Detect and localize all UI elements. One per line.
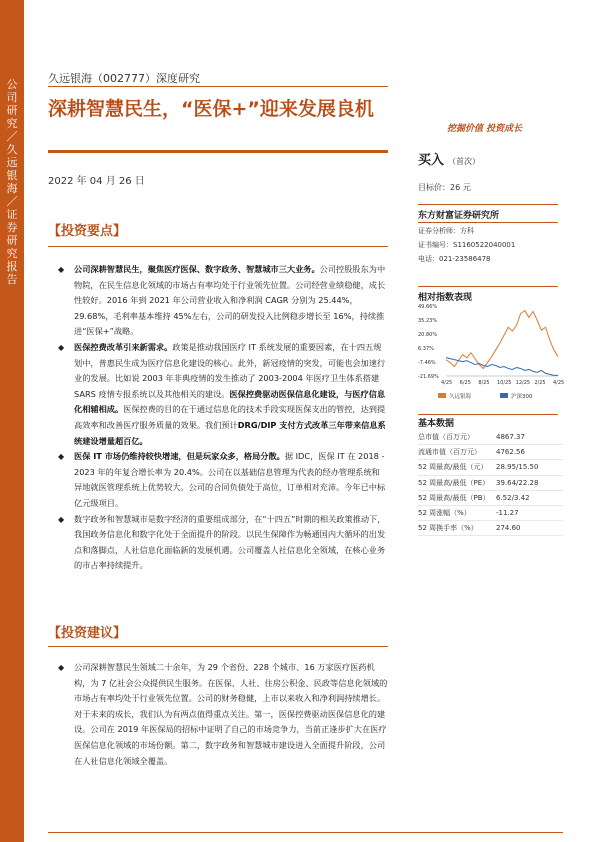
sidebar-text: 公司研究／久远银海／证券研究报告	[6, 78, 18, 286]
suggestion-block	[58, 660, 388, 769]
invest-points-title: 【投资要点】	[48, 224, 127, 239]
table-row	[418, 491, 563, 506]
target-price: 目标价：26 元	[418, 183, 471, 192]
divider	[418, 222, 558, 223]
bullet-heading: 医保控费改革引来新需求。	[74, 341, 173, 352]
legend-swatch	[438, 393, 446, 398]
row-value: 274.60	[496, 524, 521, 533]
analyst-info	[418, 224, 515, 266]
divider	[48, 150, 388, 153]
report-date: 2022 年 04 月 26 日	[48, 176, 145, 187]
table-row	[418, 521, 563, 536]
y-tick-label: -21.69%	[418, 374, 439, 380]
report-header: 久远银海（002777）深度研究	[48, 72, 200, 85]
diamond-icon: ◆	[58, 265, 65, 274]
cert-number: 证书编号：S1160522040001	[418, 241, 516, 249]
list-item	[58, 660, 388, 769]
row-label: 总市值（百万元）	[418, 433, 474, 442]
diamond-icon: ◆	[58, 514, 65, 524]
list-item	[58, 262, 388, 340]
row-label: 52 周涨幅（%）	[418, 509, 471, 518]
divider	[48, 246, 388, 247]
series-line	[446, 311, 558, 369]
row-label: 52 周最高/最低（PB）	[418, 493, 490, 502]
y-tick-label: 49.66%	[418, 304, 438, 310]
x-tick-label: 2/25	[534, 380, 546, 386]
suggestion-title: 【投资建议】	[48, 626, 127, 641]
x-tick-label: 12/25	[515, 380, 531, 386]
basic-data-table	[418, 430, 563, 536]
page-title: 深耕智慧民生，“医保+”迎来发展良机	[48, 98, 374, 120]
list-item	[58, 449, 388, 511]
table-row	[418, 430, 563, 445]
row-value: 39.64/22.28	[496, 478, 539, 487]
chart-svg	[418, 300, 563, 410]
y-tick-label: 35.23%	[418, 318, 438, 324]
table-row	[418, 506, 563, 521]
row-label: 52 周换手率（%）	[418, 524, 478, 533]
institute-name: 东方财富证券研究所	[418, 211, 500, 221]
list-item	[58, 512, 388, 574]
chart-section-title: 相对指数表现	[418, 293, 473, 303]
y-tick-label: -7.46%	[418, 360, 436, 366]
bullet-heading: DRG/DIP 支付方式改革三年带来信息系统建设增量超百亿。	[74, 419, 386, 446]
phone: 电话：021-23586478	[418, 255, 491, 263]
divider	[48, 86, 388, 87]
y-tick-label: 20.80%	[418, 332, 438, 338]
rating-label: 买入	[418, 153, 445, 168]
bullet-heading: 医保控费驱动医保信息化建设，与医疗信息化相辅相成。	[74, 388, 386, 415]
legend-swatch	[500, 393, 508, 398]
rating-badge	[418, 149, 480, 168]
y-tick-label: 6.37%	[418, 346, 434, 352]
bullet-heading: 医保 IT 市场仍维持较快增速，但是玩家众多，格局分散。	[74, 451, 285, 462]
bullet-heading: 公司深耕智慧民生，聚焦医疗医保、数字政务、智慧城市三大业务。	[74, 264, 320, 274]
legend-label: 久远银海	[449, 394, 472, 400]
divider	[418, 286, 558, 287]
row-value: 6.52/3.42	[496, 493, 530, 502]
table-row	[418, 445, 563, 460]
x-tick-label: 4/25	[441, 380, 453, 386]
bullet-text: 医保控费的目的在于通过信息化的技术手段实现医保支出的管控，达到提高效率和改善医疗服务质量的效果。我们预计	[74, 404, 386, 430]
x-tick-label: 4/25	[553, 380, 565, 386]
rating-note: （首次）	[448, 157, 481, 166]
row-label: 52 周最高/最低（元）	[418, 463, 488, 472]
x-tick-label: 8/25	[478, 380, 490, 386]
diamond-icon: ◆	[58, 663, 65, 672]
x-tick-label: 6/25	[459, 380, 471, 386]
bullet-text: 据 IDC，医保 IT 在 2018 - 2023 年的年复合增长率为 20.4%。公司在以基础信息管理为代表的经办管理系统和异地就医管理系统上优势较大。公司的合同负债处于高位，订单相对充沛。今年已中标亿元级项目。	[74, 451, 386, 508]
row-value: -11.27	[496, 509, 519, 518]
analyst-name: 证券分析师：方科	[418, 227, 474, 235]
table-row	[418, 476, 563, 491]
row-value: 28.95/15.50	[496, 463, 539, 472]
bullet-text: 公司控股股东为中物院，在民生信息化领域的市场占有率均处于行业领先位置。公司经营业绩稳健，成长性较好。2016 年到 2021 年公司营业收入和净利润 CAGR 分别为 25.44%，29.68%，毛利率基本维持 45%左右，公司的研发投入比例稳步增长至 16%，持续推进“医保+”战略。	[74, 264, 386, 337]
bullet-text: 数字政务和智慧城市是数字经济的重要组成部分，在“十四五”时期的相关政策推动下，我国政务信息化和数字化处于全面提升的阶段。以民生保障作为畅通国内大循环的出发点和落脚点，人社信息化面临新的发展机遇。公司覆盖人社信息化全领域，在核心业务的市占率持续提升。	[74, 513, 386, 571]
invest-points-list	[58, 262, 388, 574]
row-value: 4762.56	[496, 448, 525, 457]
diamond-icon: ◆	[58, 342, 65, 352]
relative-index-chart	[418, 300, 563, 410]
divider	[418, 414, 558, 415]
slogan: 挖掘价值 投资成长	[447, 124, 523, 134]
divider	[48, 646, 388, 647]
list-item	[58, 340, 388, 449]
row-label: 流通市值（百万元）	[418, 448, 481, 457]
legend-label: 沪深300	[511, 394, 533, 400]
row-value: 4867.37	[496, 433, 525, 442]
suggestion-text: 公司深耕智慧民生领域二十余年，为 29 个省份、228 个城市、16 万家医疗医药机构，为 7 亿社会公众提供民生服务。在医保、人社、住房公积金、民政等信息化领域的市场占有率均处于行业领先位置。公司的财务稳健，上市以来收入和净利润持续增长。对于未来的成长，我们认为有两点值得重点关注。第一，医保控费驱动医保信息化的建设。公司在 2019 年医保局的招标中证明了自己的市场竞争力，当前正逢步扩大在医疗医保信息化领域的市场份额。第二，数字政务和智慧城市建设进入全面提升阶段，公司在人社信息化领域全覆盖。	[74, 662, 388, 766]
divider	[48, 832, 563, 833]
divider	[418, 204, 558, 205]
table-row	[418, 460, 563, 475]
series-line	[446, 358, 558, 376]
data-section-title: 基本数据	[418, 419, 455, 429]
x-tick-label: 10/25	[497, 380, 512, 386]
bullet-text: 政策是推动我国医疗 IT 系统发展的重要因素，在十四五规划中，普惠民生成为医疗信息化建设的核心。此外，新冠疫情的突发，可能也会加速行业的发展。比如说 2003 年非典疫情的发生推动了 2003-2004 年医疗卫生体系搭建 SARS 疫情专报系统以及其他相关的建设。	[74, 341, 386, 399]
row-label: 52 周最高/最低（PE）	[418, 478, 490, 487]
diamond-icon: ◆	[58, 452, 65, 462]
